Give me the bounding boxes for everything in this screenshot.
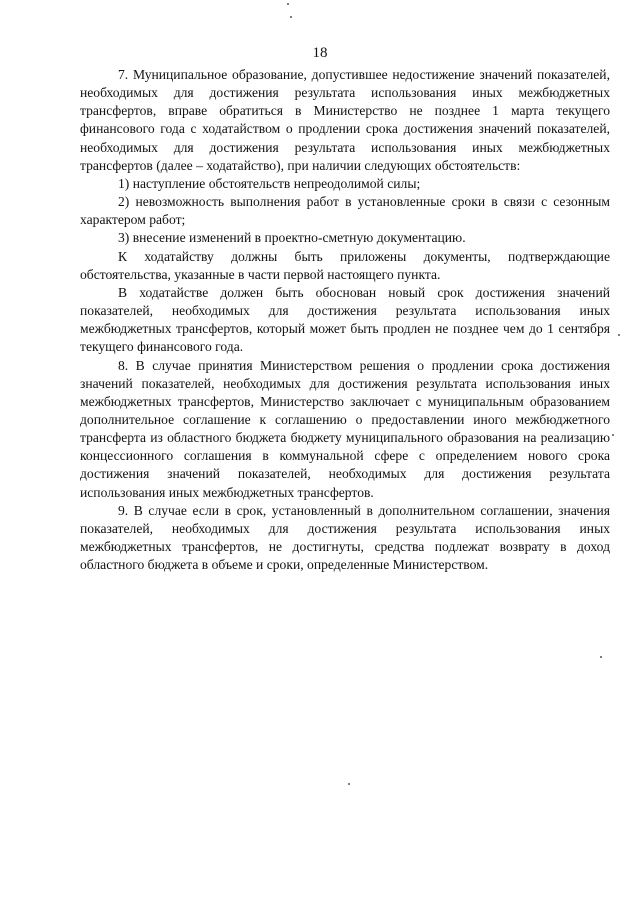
scan-speck bbox=[290, 16, 292, 18]
scan-speck bbox=[287, 3, 289, 5]
paragraph-7-item-2: 2) невозможность выполнения работ в установленные сроки в связи с сезонным характером работ; bbox=[80, 194, 610, 228]
scan-speck bbox=[618, 334, 620, 336]
paragraph-7: 7. Муниципальное образование, допустившее недостижение значений показателей, необходимых для достижения результата использования иных межбюджетных трансфертов, вправе обратиться в Министерство не позднее 1 марта текущего финансового года с ходатайством о продлении срока достижения значений показателей, необходимых для достижения результата использования иных межбюджетных трансфертов (далее – ходатайство), при наличии следующих обстоятельств: bbox=[80, 67, 610, 173]
page-number: 18 bbox=[312, 45, 328, 61]
scan-speck bbox=[612, 434, 614, 436]
scan-speck bbox=[348, 783, 350, 785]
paragraph-7-attachments: К ходатайству должны быть приложены документы, подтверждающие обстоятельства, указанные в части первой настоящего пункта. bbox=[80, 248, 610, 282]
paragraph-7-justification: В ходатайстве должен быть обоснован новый срок достижения значений показателей, необходимых для достижения результата использования иных межбюджетных трансфертов, который может быть продлен не позднее чем до 1 сентября текущего финансового года. bbox=[80, 284, 610, 355]
scan-speck bbox=[600, 656, 602, 658]
paragraph-7-item-1: 1) наступление обстоятельств непреодолимой силы; bbox=[118, 175, 421, 191]
document-body bbox=[80, 66, 610, 574]
paragraph-8: 8. В случае принятия Министерством решения о продлении срока достижения значений показателей, необходимых для достижения результата использования иных межбюджетных трансфертов, Министерство заключает с муниципальным образованием дополнительное соглашение к соглашению о предоставлении иного межбюджетного трансферта из областного бюджета бюджету муниципального образования на реализацию концессионного соглашения в коммунальной сфере с определением нового срока достижения значений показателей, необходимых для достижения результата использования иных межбюджетных трансфертов. bbox=[80, 357, 610, 500]
paragraph-7-item-3: 3) внесение изменений в проектно-сметную документацию. bbox=[118, 230, 466, 246]
paragraph-9: 9. В случае если в срок, установленный в дополнительном соглашении, значения показателей, необходимых для достижения результата использования иных межбюджетных трансфертов, не достигнуты, средства подлежат возврату в доход областного бюджета в объеме и сроки, определенные Министерством. bbox=[80, 502, 610, 573]
